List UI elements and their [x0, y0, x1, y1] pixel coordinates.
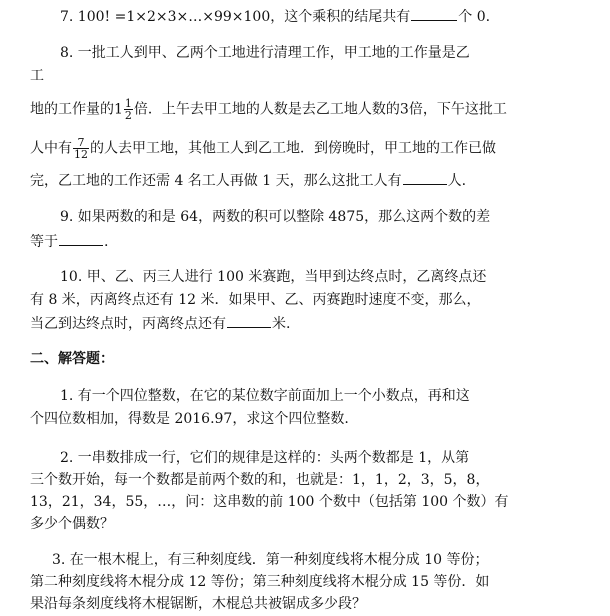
problem-8-line-5-start: 完，乙工地的工作还需 4 名工人再做 1 天，那么这批工人有: [30, 173, 402, 189]
problem-8-line-2: 工: [30, 68, 44, 84]
answer-blank-9[interactable]: [59, 231, 103, 246]
problem-8-line-3-start: 地的工作量的: [30, 101, 114, 118]
question-2-line-2: 三个数开始，每一个数都是前两个数的和，也就是：1，1，2，3，5，8，: [30, 472, 490, 488]
mixed-number-fraction: [124, 98, 133, 121]
question-2-line-4: 多少个偶数？: [30, 516, 114, 532]
problem-8-line-4-start: 人中有: [30, 140, 72, 157]
answer-blank-10[interactable]: [227, 313, 271, 328]
problem-9-line-1: 9. 如果两数的和是 64，两数的积可以整除 4875，那么这两个数的差: [60, 209, 491, 225]
fraction-seven-twelfths: [73, 137, 89, 160]
section-heading: 二、解答题：: [30, 351, 114, 367]
question-3-line-3: 果沿每条刻度线将木棍锯断，木棍总共被锯成多少段？: [30, 596, 366, 612]
fraction-denominator: 2: [124, 109, 132, 122]
answer-blank-8[interactable]: [403, 170, 447, 185]
fraction-numerator: 1: [124, 97, 132, 110]
problem-8-line-4-end: 的人去甲工地，其他工人到乙工地．到傍晚时，甲工地的工作已做: [90, 140, 496, 157]
problem-10-line-3: [30, 313, 290, 333]
problem-10-line-1: 10. 甲、乙、丙三人进行 100 米赛跑，当甲到达终点时，乙离终点还: [60, 269, 487, 285]
question-3-line-2: 第二种刻度线将木棍分成 12 等份；第三种刻度线将木棍分成 15 等份．如: [30, 574, 490, 590]
problem-8-line-3: [30, 98, 507, 121]
fraction-numerator: 7: [73, 137, 89, 149]
problem-10-line-2: 有 8 米，丙离终点还有 12 米．如果甲、乙、丙赛跑时速度不变，那么，: [30, 292, 481, 308]
problem-8-line-5: [30, 170, 466, 190]
question-1-line-1: 1. 有一个四位整数，在它的某位数字前面加上一个小数点，再和这: [60, 388, 470, 404]
fraction-denominator: 12: [74, 148, 88, 161]
question-2-line-3: 13，21，34，55，…，问：这串数的前 100 个数中（包括第 100 个数）有: [30, 494, 509, 510]
problem-8-line-3-end: 倍．上午去甲工地的人数是去乙工地人数的3倍，下午这批工: [133, 101, 507, 118]
problem-9-line-2-end: .: [104, 234, 109, 250]
question-2-line-1: 2. 一串数排成一行，它们的规律是这样的：头两个数都是 1，从第: [60, 450, 470, 466]
question-3-line-1: 3. 在一根木棍上，有三种刻度线．第一种刻度线将木棍分成 10 等份；: [52, 552, 489, 568]
problem-10-line-3-end: 米.: [272, 316, 291, 332]
mixed-number-whole: 1: [114, 101, 123, 118]
problem-8-line-5-end: 人.: [447, 173, 467, 189]
problem-7-line: [60, 6, 490, 26]
question-1-line-2: 个四位数相加，得数是 2016.97，求这个四位整数.: [30, 411, 349, 427]
problem-8-line-1: 8. 一批工人到甲、乙两个工地进行清理工作，甲工地的工作量是乙: [60, 45, 470, 61]
problem-9-line-2: [30, 231, 108, 251]
problem-9-line-2-start: 等于: [30, 234, 58, 250]
problem-7-text: 7. 100! =1×2×3×…×99×100，这个乘积的结尾共有: [60, 9, 411, 25]
problem-8-line-4: [30, 137, 496, 160]
problem-7-tail: 个 0.: [458, 9, 491, 25]
problem-10-line-3-start: 当乙到达终点时，丙离终点还有: [30, 316, 226, 332]
answer-blank-7[interactable]: [411, 6, 457, 21]
